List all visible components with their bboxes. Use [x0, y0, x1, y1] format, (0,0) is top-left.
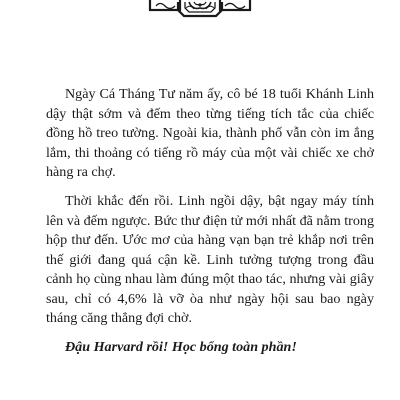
paragraph-1: Ngày Cá Tháng Tư năm ấy, cô bé 18 tuổi Khánh Linh dậy thật sớm và đếm theo từng tiếng tích tắc của chiếc đồng hồ treo tường. Ngoài kia, thành phố vẫn còn im ắng lắm, thi thoảng có tiếng rồ máy của một vài chiếc xe chở hàng ra chợ.: [46, 86, 374, 180]
body-text: [46, 85, 374, 367]
decorative-header-ornament: [0, 0, 400, 60]
paragraph-2: Thời khắc đến rồi. Linh ngồi dậy, bật ngay máy tính lên và đếm ngược. Bức thư điện tử mới nhất đã nằm trong hộp thư đến. Ước mơ của hàng vạn bạn trẻ khắp nơi trên thế giới đang quá cận kề. Linh tưởng tượng trong đầu cảnh họ cùng nhau làm đúng một thao tác, nhưng vài giây sau, chỉ có 4,6% là vỡ òa như ngày hội sau bao ngày tháng căng thẳng đợi chờ.: [46, 193, 374, 326]
bold-exclamation-line: Đậu Harvard rồi! Học bổng toàn phần!: [65, 339, 297, 355]
